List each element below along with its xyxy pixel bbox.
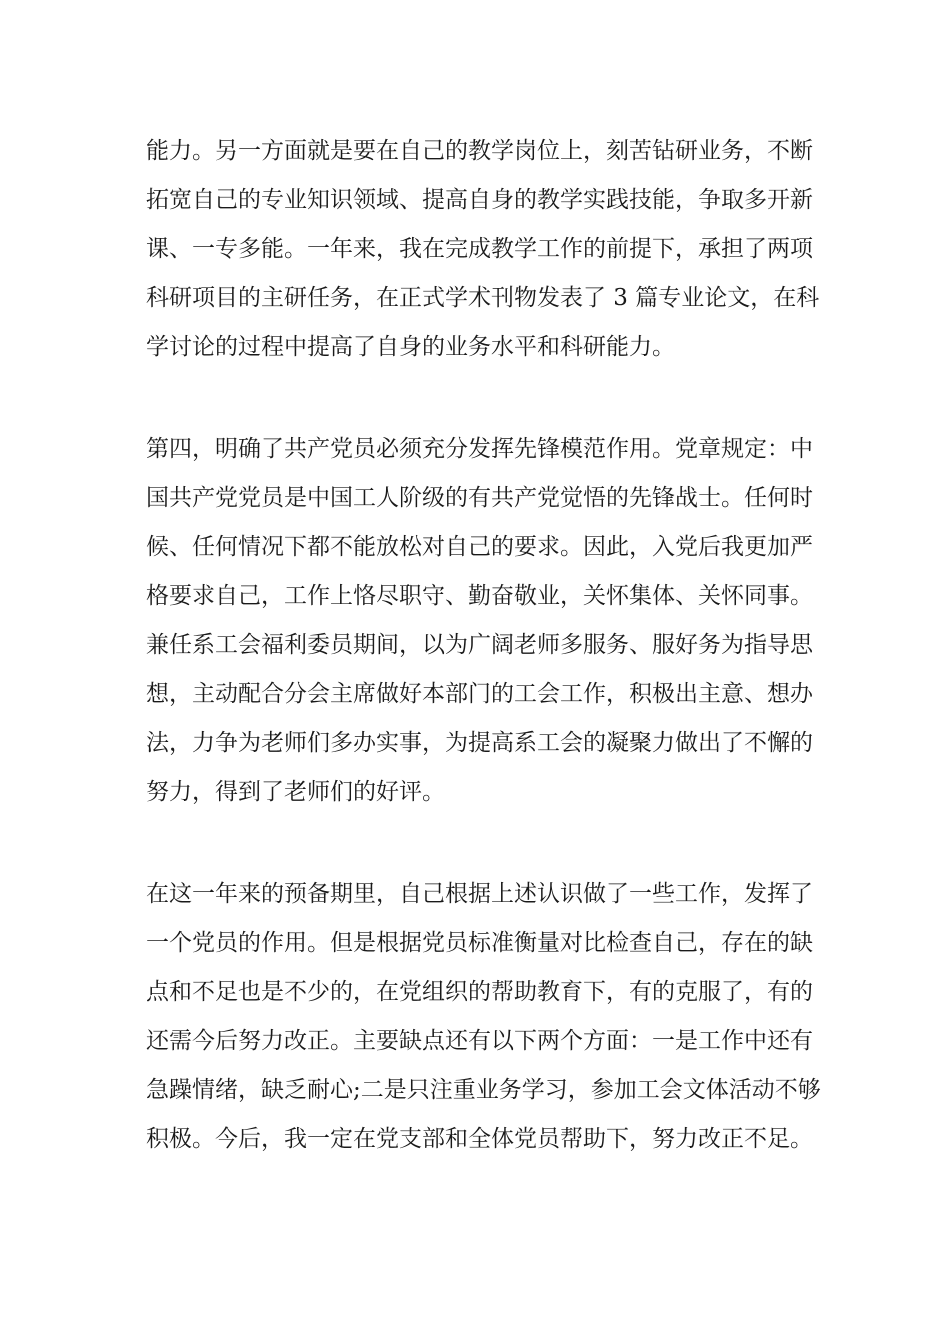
text-line: 还需今后努力改正。主要缺点还有以下两个方面：一是工作中还有 [146,1028,813,1054]
text-line: 拓宽自己的专业知识领域、提高自身的教学实践技能，争取多开新 [146,187,813,213]
text-line: 积极。今后，我一定在党支部和全体党员帮助下，努力改正不足。 [146,1126,813,1152]
text-line: 科研项目的主研任务，在正式学术刊物发表了 3 篇专业论文，在科 [146,285,820,311]
text-line: 能力。另一方面就是要在自己的教学岗位上，刻苦钻研业务，不断 [146,138,813,164]
text-line: 点和不足也是不少的，在党组织的帮助教育下，有的克服了，有的 [146,979,813,1005]
text-line: 法，力争为老师们多办实事，为提高系工会的凝聚力做出了不懈的 [146,730,813,756]
text-line: 第四，明确了共产党员必须充分发挥先锋模范作用。党章规定：中 [146,436,813,462]
text-line: 努力，得到了老师们的好评。 [146,779,445,805]
paragraph-2 [146,425,816,817]
text-line: 学讨论的过程中提高了自身的业务水平和科研能力。 [146,334,675,360]
text-line: 课、一专多能。一年来，我在完成教学工作的前提下，承担了两项 [146,236,813,262]
text-line: 候、任何情况下都不能放松对自己的要求。因此，入党后我更加严 [146,534,813,560]
paragraph-1 [146,127,820,372]
text-line: 兼任系工会福利委员期间，以为广阔老师多服务、服好务为指导思 [146,632,813,658]
text-line: 急躁情绪，缺乏耐心;二是只注重业务学习，参加工会文体活动不够 [146,1077,821,1103]
text-line: 想，主动配合分会主席做好本部门的工会工作，积极出主意、想办 [146,681,813,707]
text-line: 在这一年来的预备期里，自己根据上述认识做了一些工作，发挥了 [146,881,813,907]
text-line: 国共产党党员是中国工人阶级的有共产党觉悟的先锋战士。任何时 [146,485,813,511]
text-line: 格要求自己，工作上恪尽职守、勤奋敬业，关怀集体、关怀同事。 [146,583,813,609]
text-line: 一个党员的作用。但是根据党员标准衡量对比检查自己，存在的缺 [146,930,813,956]
paragraph-3 [146,870,821,1164]
